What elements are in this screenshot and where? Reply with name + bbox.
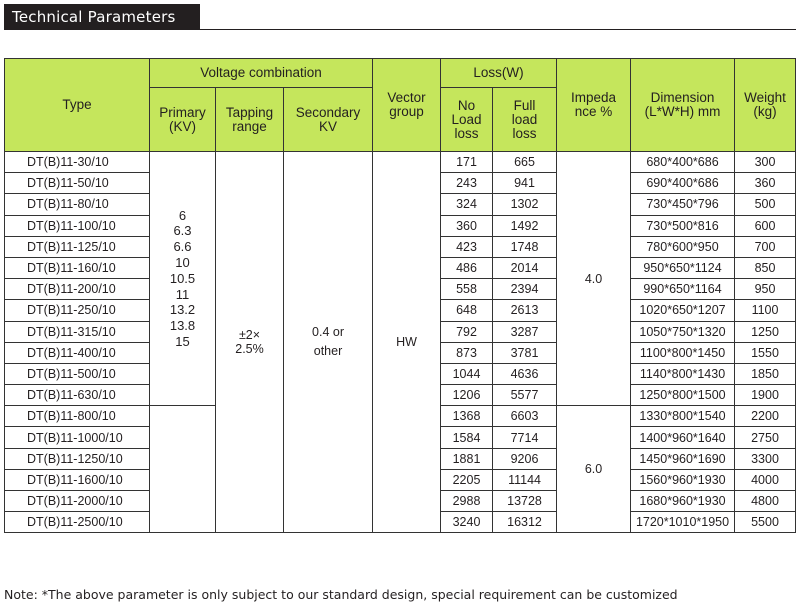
header-dimension: Dimension (L*W*H) mm: [631, 59, 735, 152]
cell-dimension: 1330*800*1540: [631, 406, 735, 427]
cell-impedance-group-1: 4.0: [557, 152, 631, 406]
cell-full-load-loss: 941: [493, 173, 557, 194]
cell-no-load-loss: 2205: [441, 469, 493, 490]
tapping-range-value: ±2× 2.5%: [235, 328, 264, 357]
cell-weight: 5500: [735, 512, 796, 533]
cell-dimension: 1140*800*1430: [631, 363, 735, 384]
cell-full-load-loss: 7714: [493, 427, 557, 448]
cell-dimension: 1100*800*1450: [631, 342, 735, 363]
cell-weight: 300: [735, 152, 796, 173]
cell-type: DT(B)11-30/10: [5, 152, 150, 173]
cell-no-load-loss: 171: [441, 152, 493, 173]
cell-full-load-loss: 16312: [493, 512, 557, 533]
cell-type: DT(B)11-1250/10: [5, 448, 150, 469]
cell-dimension: 1560*960*1930: [631, 469, 735, 490]
header-voltage-combination: Voltage combination: [150, 59, 373, 88]
cell-weight: 2200: [735, 406, 796, 427]
cell-weight: 1850: [735, 363, 796, 384]
primary-values-list: [150, 208, 215, 350]
cell-secondary: [284, 152, 373, 533]
cell-full-load-loss: 11144: [493, 469, 557, 490]
cell-type: DT(B)11-315/10: [5, 321, 150, 342]
cell-dimension: 1050*750*1320: [631, 321, 735, 342]
cell-weight: 1550: [735, 342, 796, 363]
cell-dimension: 1720*1010*1950: [631, 512, 735, 533]
header-full-load-loss: Full load loss: [493, 88, 557, 152]
header-primary: Primary (KV): [150, 88, 216, 152]
cell-no-load-loss: 243: [441, 173, 493, 194]
table-row: [5, 152, 796, 173]
cell-no-load-loss: 648: [441, 300, 493, 321]
cell-primary-empty: [150, 406, 216, 533]
cell-type: DT(B)11-200/10: [5, 279, 150, 300]
cell-primary-values: [150, 152, 216, 406]
cell-dimension: 950*650*1124: [631, 257, 735, 278]
secondary-value: 0.4 or other: [312, 325, 344, 359]
cell-full-load-loss: 2613: [493, 300, 557, 321]
cell-dimension: 780*600*950: [631, 236, 735, 257]
primary-value: 15: [175, 333, 190, 349]
cell-dimension: 730*500*816: [631, 215, 735, 236]
cell-full-load-loss: 1492: [493, 215, 557, 236]
header-loss: Loss(W): [441, 59, 557, 88]
technical-parameters-table: [4, 58, 796, 533]
cell-full-load-loss: 1748: [493, 236, 557, 257]
section-title: Technical Parameters: [4, 4, 200, 30]
cell-type: DT(B)11-1000/10: [5, 427, 150, 448]
cell-weight: 600: [735, 215, 796, 236]
footnote: Note: *The above parameter is only subject to our standard design, special requirement can be customized: [4, 587, 678, 602]
cell-weight: 3300: [735, 448, 796, 469]
cell-no-load-loss: 324: [441, 194, 493, 215]
cell-no-load-loss: 1584: [441, 427, 493, 448]
cell-weight: 1100: [735, 300, 796, 321]
cell-type: DT(B)11-250/10: [5, 300, 150, 321]
header-secondary: Secondary KV: [284, 88, 373, 152]
cell-full-load-loss: 6603: [493, 406, 557, 427]
primary-value: 10.5: [169, 270, 196, 286]
cell-full-load-loss: 1302: [493, 194, 557, 215]
cell-weight: 1250: [735, 321, 796, 342]
cell-no-load-loss: 1044: [441, 363, 493, 384]
cell-full-load-loss: 4636: [493, 363, 557, 384]
cell-no-load-loss: 1881: [441, 448, 493, 469]
primary-value: 13.2: [169, 302, 196, 318]
primary-value: 11: [175, 286, 190, 302]
cell-weight: 1900: [735, 385, 796, 406]
cell-type: DT(B)11-500/10: [5, 363, 150, 384]
cell-dimension: 1680*960*1930: [631, 491, 735, 512]
cell-type: DT(B)11-800/10: [5, 406, 150, 427]
cell-no-load-loss: 3240: [441, 512, 493, 533]
cell-weight: 360: [735, 173, 796, 194]
cell-type: DT(B)11-1600/10: [5, 469, 150, 490]
primary-value: 6.3: [173, 223, 192, 239]
cell-type: DT(B)11-630/10: [5, 385, 150, 406]
cell-weight: 700: [735, 236, 796, 257]
header-vector-group: Vector group: [373, 59, 441, 152]
cell-type: DT(B)11-80/10: [5, 194, 150, 215]
cell-full-load-loss: 5577: [493, 385, 557, 406]
title-rule: [4, 29, 796, 30]
cell-dimension: 1250*800*1500: [631, 385, 735, 406]
cell-tapping-range: [216, 152, 284, 533]
primary-value: 6.6: [173, 239, 192, 255]
header-type: Type: [5, 59, 150, 152]
cell-type: DT(B)11-400/10: [5, 342, 150, 363]
cell-full-load-loss: 3781: [493, 342, 557, 363]
cell-no-load-loss: 360: [441, 215, 493, 236]
primary-value: 13.8: [169, 318, 196, 334]
cell-weight: 500: [735, 194, 796, 215]
cell-dimension: 1020*650*1207: [631, 300, 735, 321]
cell-type: DT(B)11-50/10: [5, 173, 150, 194]
primary-value: 6: [178, 207, 187, 223]
cell-weight: 2750: [735, 427, 796, 448]
header-tapping-range: Tapping range: [216, 88, 284, 152]
cell-no-load-loss: 486: [441, 257, 493, 278]
cell-dimension: 1400*960*1640: [631, 427, 735, 448]
cell-no-load-loss: 558: [441, 279, 493, 300]
primary-value: 10: [175, 254, 190, 270]
cell-impedance-group-2: 6.0: [557, 406, 631, 533]
cell-full-load-loss: 2394: [493, 279, 557, 300]
cell-full-load-loss: 9206: [493, 448, 557, 469]
cell-type: DT(B)11-125/10: [5, 236, 150, 257]
cell-full-load-loss: 2014: [493, 257, 557, 278]
cell-type: DT(B)11-2500/10: [5, 512, 150, 533]
cell-weight: 850: [735, 257, 796, 278]
cell-vector-group: HW: [373, 152, 441, 533]
cell-no-load-loss: 423: [441, 236, 493, 257]
cell-dimension: 730*450*796: [631, 194, 735, 215]
header-weight: Weight (kg): [735, 59, 796, 152]
cell-no-load-loss: 792: [441, 321, 493, 342]
cell-dimension: 990*650*1164: [631, 279, 735, 300]
header-impedance: Impeda nce %: [557, 59, 631, 152]
cell-no-load-loss: 1206: [441, 385, 493, 406]
cell-type: DT(B)11-160/10: [5, 257, 150, 278]
cell-dimension: 1450*960*1690: [631, 448, 735, 469]
cell-dimension: 690*400*686: [631, 173, 735, 194]
cell-full-load-loss: 665: [493, 152, 557, 173]
cell-type: DT(B)11-100/10: [5, 215, 150, 236]
cell-no-load-loss: 1368: [441, 406, 493, 427]
cell-no-load-loss: 2988: [441, 491, 493, 512]
cell-dimension: 680*400*686: [631, 152, 735, 173]
cell-weight: 4000: [735, 469, 796, 490]
cell-weight: 950: [735, 279, 796, 300]
cell-no-load-loss: 873: [441, 342, 493, 363]
header-no-load-loss: No Load loss: [441, 88, 493, 152]
cell-type: DT(B)11-2000/10: [5, 491, 150, 512]
cell-weight: 4800: [735, 491, 796, 512]
cell-full-load-loss: 13728: [493, 491, 557, 512]
cell-full-load-loss: 3287: [493, 321, 557, 342]
